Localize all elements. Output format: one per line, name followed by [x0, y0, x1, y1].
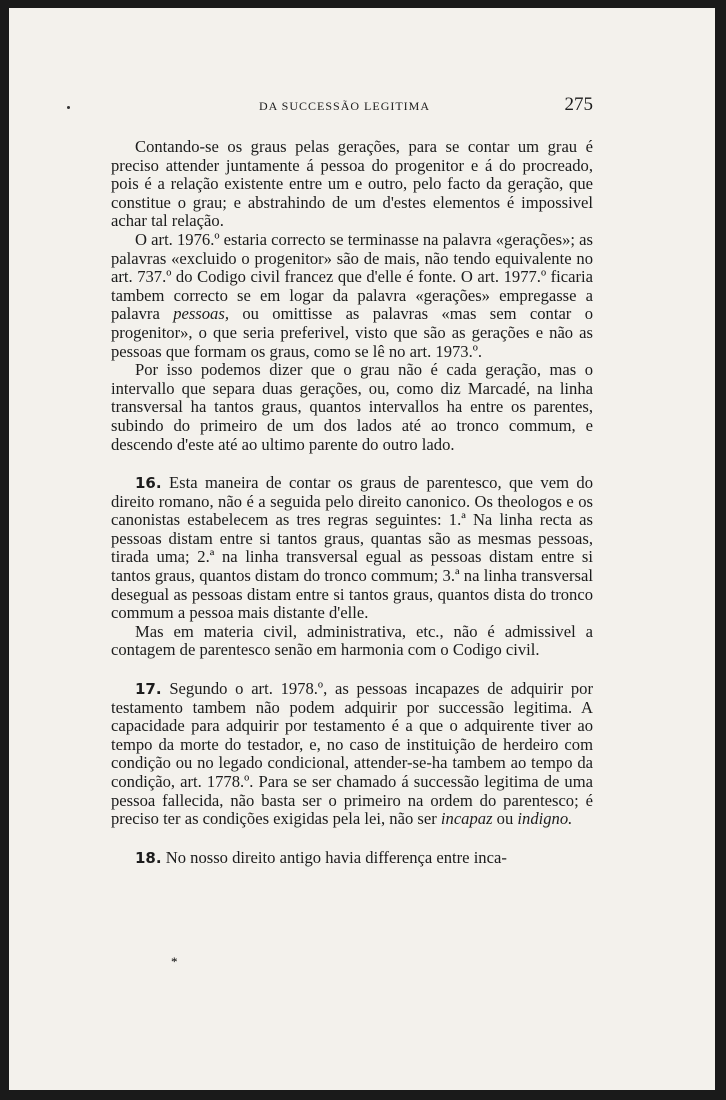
italic-word: pessoas,	[173, 304, 229, 324]
signature-mark: *	[171, 954, 178, 969]
ink-speck	[67, 106, 70, 109]
italic-word: incapaz	[440, 809, 493, 829]
section-17: 17. Segundo o art. 1978.º, as pessoas incapazes de adquirir por testamento tambem não podem adquirir por successão legitima. A capacidade para adquirir por testamento é a que o adquirente tiver ao tempo da morte do testador, e, no caso de instituição de herdeiro com condição ou no legado condicional, attender-se-ha tambem ao tempo da condição, art. 1778.º. Para se ser chamado á successão legitima de uma pessoa fallecida, não basta ser o primeiro na ordem do parentesco; é preciso ter as condições exigidas pela lei, não ser incapaz ou indigno.	[111, 679, 593, 829]
section-number: 18.	[135, 848, 162, 867]
page	[9, 8, 715, 1090]
section-number: 17.	[135, 680, 162, 699]
section-18: 18. No nosso direito antigo havia differença entre inca-	[135, 847, 507, 867]
page-number: 275	[564, 94, 593, 115]
paragraph-2: O art. 1976.º estaria correcto se terminasse na palavra «gerações»; as palavras «excluido o progenitor» são de mais, não tendo equivalente no art. 737.º do Codigo civil francez que d'elle é fonte. O art. 1977.º ficaria tambem correcto se em logar da palavra «gerações» empregasse a palavra pessoas, ou omittisse as palavras «mas sem contar o progenitor», o que seria preferivel, visto que são as gerações e não as pessoas que formam os graus, como se lê no art. 1973.º.	[111, 229, 593, 361]
section-16: 16. Esta maneira de contar os graus de parentesco, que vem do direito romano, não é a seguida pelo direito canonico. Os theologos e os canonistas estabelecem as tres regras seguintes: 1.ª Na linha recta as pessoas distam entre si tantos graus, quantas são as mesmas pessoas, tirada uma; 2.ª na linha transversal egual as pessoas distam entre si tantos graus, quantos distam do tronco commum; 3.ª na linha transversal desegual as pessoas distam entre si tantos graus, quantos dista do tronco commum a pessoa mais distante d'elle.	[111, 473, 593, 623]
section-number: 16.	[135, 474, 162, 493]
italic-word: indigno.	[517, 809, 573, 829]
running-header	[259, 94, 593, 116]
text-body	[111, 94, 593, 867]
running-title: DA SUCCESSÃO LEGITIMA	[259, 99, 431, 113]
paragraph-3: Por isso podemos dizer que o grau não é cada geração, mas o intervallo que separa duas gerações, ou, como diz Marcadé, na linha transversal ha tantos graus, quantos intervallos ha entre os parentes, subindo do primeiro de um dos lados até ao tronco commum, e descendo d'este até ao ultimo parente do outro lado.	[111, 360, 593, 454]
paragraph-1: Contando-se os graus pelas gerações, para se contar um grau é preciso attender juntamente á pessoa do progenitor e á do procreado, pois é a relação existente entre um e outro, pelo facto da geração, que constitue o grau; e abstrahindo de um d'estes elementos é impossivel achar tal relação.	[111, 137, 593, 231]
paragraph-16b: Mas em materia civil, administrativa, etc., não é admissivel a contagem de parentesco senão em harmonia com o Codigo civil.	[111, 621, 593, 660]
